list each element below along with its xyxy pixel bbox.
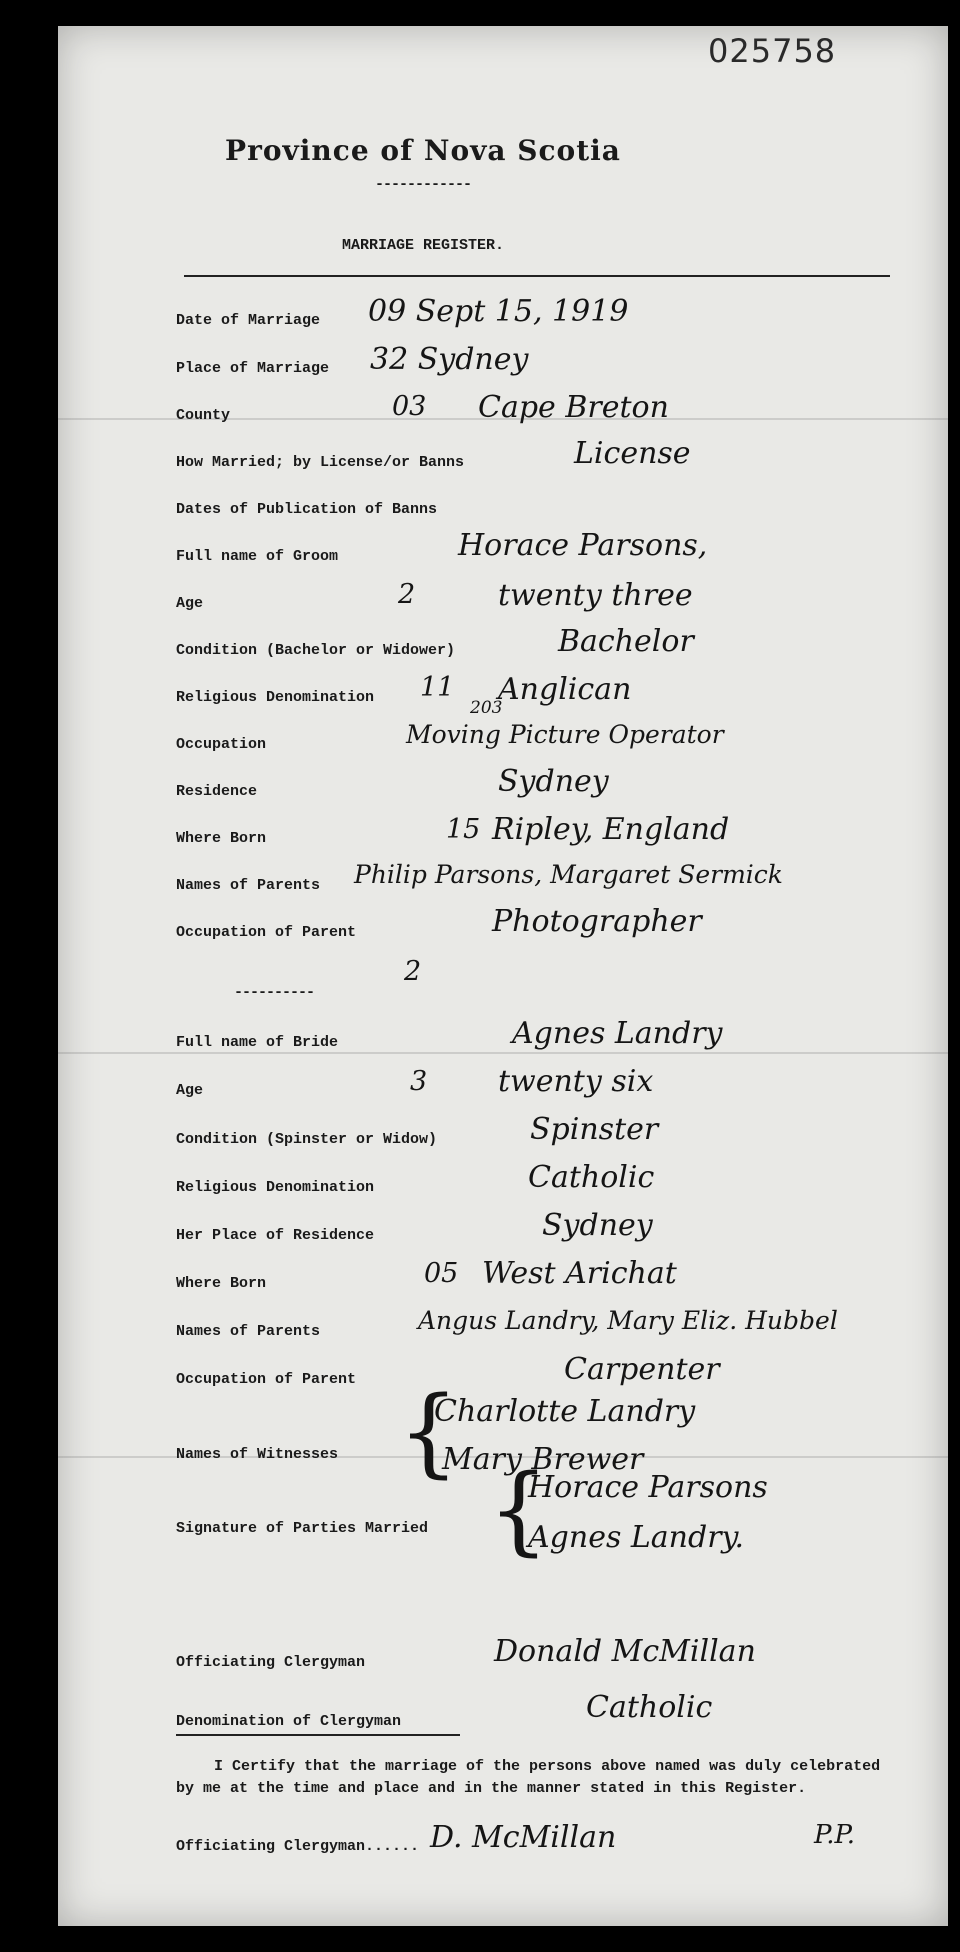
- groom-name-value: Horace Parsons,: [458, 528, 708, 563]
- certify-clergyman-signature: D. McMillan: [430, 1820, 617, 1855]
- groom-age-code: 2: [398, 579, 416, 610]
- bride-religion-value: Catholic: [528, 1160, 655, 1195]
- bride-age-code: 3: [410, 1066, 428, 1097]
- groom-religion-value: Anglican: [498, 672, 632, 707]
- county-code: 03: [392, 391, 427, 422]
- groom-residence-label: Residence: [176, 783, 258, 800]
- document-number: 025758: [708, 32, 837, 70]
- county-label: County: [176, 407, 231, 424]
- certify-clergyman-suffix: P.P.: [814, 1820, 855, 1850]
- bride-age-label: Age: [176, 1082, 204, 1099]
- groom-occupation-value: Moving Picture Operator: [406, 720, 724, 749]
- certification-text: I Certify that the marriage of the persons above named was duly celebrated by me at the time and place and in the manner stated in this Register.: [176, 1758, 881, 1797]
- bride-name-label: Full name of Bride: [176, 1034, 339, 1051]
- signatures-label: Signature of Parties Married: [176, 1520, 429, 1537]
- witnesses-label: Names of Witnesses: [176, 1446, 339, 1463]
- bride-age-value: twenty six: [498, 1064, 654, 1099]
- bride-born-value: West Arichat: [482, 1256, 677, 1291]
- groom-signature: Horace Parsons: [528, 1470, 768, 1505]
- province-title: Province of Nova Scotia: [225, 134, 621, 167]
- groom-born-label: Where Born: [176, 830, 267, 847]
- groom-parent-occupation-value: Photographer: [492, 904, 702, 939]
- denomination-underline: [176, 1734, 460, 1736]
- signatures-brace: {: [488, 1454, 550, 1566]
- bride-parent-occupation-value: Carpenter: [564, 1352, 720, 1387]
- how-married-label: How Married; by License/or Banns: [176, 454, 465, 471]
- witness-1-value: Charlotte Landry: [434, 1394, 696, 1429]
- groom-born-value: Ripley, England: [492, 812, 730, 847]
- groom-religion-label: Religious Denomination: [176, 689, 375, 706]
- groom-residence-value: Sydney: [498, 764, 609, 799]
- date-of-marriage-label: Date of Marriage: [176, 312, 321, 329]
- section-separator: ----------: [234, 984, 315, 1001]
- place-of-marriage-label: Place of Marriage: [176, 360, 330, 377]
- certify-clergyman-label: Officiating Clergyman......: [176, 1838, 420, 1855]
- place-of-marriage-value: 32 Sydney: [370, 342, 529, 377]
- groom-parents-value: Philip Parsons, Margaret Sermick: [354, 860, 783, 889]
- register-page: [58, 26, 948, 1926]
- groom-age-label: Age: [176, 595, 204, 612]
- bride-parents-value: Angus Landry, Mary Eliz. Hubbel: [418, 1306, 838, 1335]
- clergyman-label: Officiating Clergyman: [176, 1654, 366, 1671]
- bride-parent-occupation-label: Occupation of Parent: [176, 1371, 357, 1388]
- bride-born-code: 05: [424, 1258, 459, 1289]
- witnesses-brace: {: [398, 1376, 460, 1488]
- bride-residence-label: Her Place of Residence: [176, 1227, 375, 1244]
- groom-parent-occupation-code: 2: [404, 956, 422, 987]
- bride-condition-value: Spinster: [530, 1112, 659, 1147]
- groom-condition-label: Condition (Bachelor or Widower): [176, 642, 456, 659]
- bride-condition-label: Condition (Spinster or Widow): [176, 1131, 438, 1148]
- groom-parents-label: Names of Parents: [176, 877, 321, 894]
- bride-residence-value: Sydney: [542, 1208, 653, 1243]
- witness-2-value: Mary Brewer: [442, 1442, 644, 1477]
- title-dash: ------------: [374, 176, 472, 193]
- groom-religion-code: 11: [420, 672, 455, 703]
- clergy-denomination-label: Denomination of Clergyman: [176, 1713, 402, 1730]
- county-value: Cape Breton: [478, 390, 669, 425]
- register-title: MARRIAGE REGISTER.: [341, 237, 505, 254]
- bride-religion-label: Religious Denomination: [176, 1179, 375, 1196]
- groom-age-value: twenty three: [498, 578, 693, 613]
- groom-occupation-code: 203: [470, 698, 503, 718]
- bride-name-value: Agnes Landry: [512, 1016, 723, 1051]
- bride-born-label: Where Born: [176, 1275, 267, 1292]
- how-married-value: License: [574, 436, 691, 471]
- title-rule: [184, 275, 890, 277]
- groom-condition-value: Bachelor: [558, 624, 694, 659]
- groom-occupation-label: Occupation: [176, 736, 267, 753]
- bride-signature: Agnes Landry.: [528, 1520, 745, 1555]
- groom-parent-occupation-label: Occupation of Parent: [176, 924, 357, 941]
- groom-born-code: 15: [446, 814, 481, 845]
- date-of-marriage-value: 09 Sept 15, 1919: [368, 294, 629, 329]
- bride-parents-label: Names of Parents: [176, 1323, 321, 1340]
- banns-label: Dates of Publication of Banns: [176, 501, 438, 518]
- fold-line: [58, 1052, 948, 1054]
- clergyman-value: Donald McMillan: [494, 1634, 756, 1669]
- groom-name-label: Full name of Groom: [176, 548, 339, 565]
- clergy-denomination-value: Catholic: [586, 1690, 713, 1725]
